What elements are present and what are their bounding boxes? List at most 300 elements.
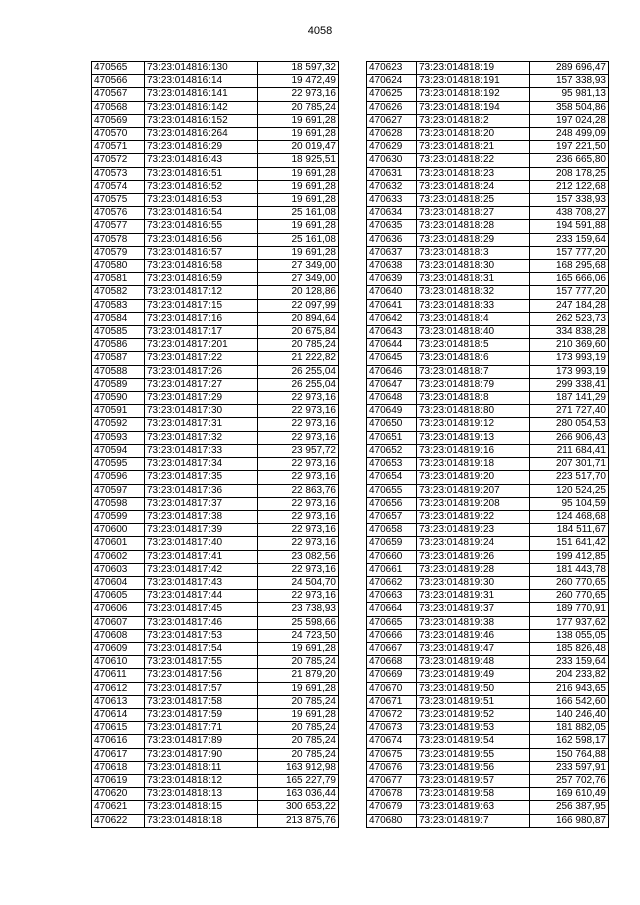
row-number-cell: 470665 [367, 616, 417, 629]
value-cell: 271 727,40 [530, 405, 609, 418]
value-cell: 23 738,93 [258, 603, 339, 616]
value-cell: 18 925,51 [258, 154, 339, 167]
table-row [92, 286, 339, 299]
table-row [92, 616, 339, 629]
cadastral-number-cell: 73:23:014817:54 [145, 642, 258, 655]
value-cell: 185 826,48 [530, 642, 609, 655]
value-cell: 260 770,65 [530, 576, 609, 589]
value-cell: 95 981,13 [530, 88, 609, 101]
table-row [92, 431, 339, 444]
row-number-cell: 470631 [367, 167, 417, 180]
cadastral-number-cell: 73:23:014817:31 [145, 418, 258, 431]
row-number-cell: 470676 [367, 761, 417, 774]
value-cell: 289 696,47 [530, 62, 609, 75]
row-number-cell: 470640 [367, 286, 417, 299]
row-number-cell: 470660 [367, 550, 417, 563]
cadastral-number-cell: 73:23:014817:59 [145, 708, 258, 721]
value-cell: 22 973,16 [258, 537, 339, 550]
value-cell: 165 227,79 [258, 774, 339, 787]
cadastral-number-cell: 73:23:014817:29 [145, 392, 258, 405]
row-number-cell: 470589 [92, 378, 145, 391]
cadastral-number-cell: 73:23:014818:6 [417, 352, 530, 365]
table-row [92, 233, 339, 246]
cadastral-number-cell: 73:23:014817:38 [145, 510, 258, 523]
table-row [367, 510, 609, 523]
row-number-cell: 470605 [92, 590, 145, 603]
row-number-cell: 470647 [367, 378, 417, 391]
cadastral-number-cell: 73:23:014819:22 [417, 510, 530, 523]
value-cell: 358 504,86 [530, 101, 609, 114]
row-number-cell: 470656 [367, 497, 417, 510]
value-cell: 187 141,29 [530, 392, 609, 405]
row-number-cell: 470641 [367, 299, 417, 312]
value-cell: 22 973,16 [258, 524, 339, 537]
value-cell: 163 912,98 [258, 761, 339, 774]
row-number-cell: 470594 [92, 444, 145, 457]
cadastral-number-cell: 73:23:014817:32 [145, 431, 258, 444]
row-number-cell: 470679 [367, 801, 417, 814]
table-row [367, 563, 609, 576]
table-row [92, 339, 339, 352]
cadastral-number-cell: 73:23:014816:14 [145, 75, 258, 88]
table-row [367, 405, 609, 418]
cadastral-number-cell: 73:23:014818:12 [145, 774, 258, 787]
cadastral-number-cell: 73:23:014817:16 [145, 312, 258, 325]
table-row [92, 444, 339, 457]
value-cell: 20 785,24 [258, 339, 339, 352]
value-cell: 21 222,82 [258, 352, 339, 365]
cadastral-number-cell: 73:23:014819:7 [417, 814, 530, 827]
value-cell: 181 443,78 [530, 563, 609, 576]
table-row [367, 669, 609, 682]
cadastral-number-cell: 73:23:014819:48 [417, 656, 530, 669]
row-number-cell: 470621 [92, 801, 145, 814]
value-cell: 124 468,68 [530, 510, 609, 523]
cadastral-number-cell: 73:23:014818:28 [417, 220, 530, 233]
row-number-cell: 470597 [92, 484, 145, 497]
value-cell: 27 349,00 [258, 260, 339, 273]
cadastral-number-cell: 73:23:014819:55 [417, 748, 530, 761]
row-number-cell: 470626 [367, 101, 417, 114]
row-number-cell: 470658 [367, 524, 417, 537]
cadastral-number-cell: 73:23:014817:90 [145, 748, 258, 761]
table-row [367, 418, 609, 431]
row-number-cell: 470573 [92, 167, 145, 180]
row-number-cell: 470671 [367, 695, 417, 708]
row-number-cell: 470627 [367, 114, 417, 127]
value-cell: 26 255,04 [258, 365, 339, 378]
cadastral-number-cell: 73:23:014817:22 [145, 352, 258, 365]
table-row [367, 233, 609, 246]
cadastral-number-cell: 73:23:014819:23 [417, 524, 530, 537]
cadastral-number-cell: 73:23:014818:5 [417, 339, 530, 352]
row-number-cell: 470585 [92, 326, 145, 339]
cadastral-number-cell: 73:23:014817:71 [145, 722, 258, 735]
cadastral-number-cell: 73:23:014819:56 [417, 761, 530, 774]
table-row [367, 141, 609, 154]
value-cell: 223 517,70 [530, 471, 609, 484]
table-row [92, 180, 339, 193]
value-cell: 22 973,16 [258, 392, 339, 405]
table-row [367, 471, 609, 484]
row-number-cell: 470635 [367, 220, 417, 233]
cadastral-number-cell: 73:23:014816:142 [145, 101, 258, 114]
row-number-cell: 470657 [367, 510, 417, 523]
cadastral-number-cell: 73:23:014817:89 [145, 735, 258, 748]
value-cell: 169 610,49 [530, 788, 609, 801]
cadastral-number-cell: 73:23:014818:3 [417, 246, 530, 259]
value-cell: 19 691,28 [258, 167, 339, 180]
table-row [92, 326, 339, 339]
row-number-cell: 470617 [92, 748, 145, 761]
cadastral-number-cell: 73:23:014816:54 [145, 207, 258, 220]
row-number-cell: 470645 [367, 352, 417, 365]
table-row [367, 88, 609, 101]
table-row [92, 405, 339, 418]
row-number-cell: 470632 [367, 180, 417, 193]
row-number-cell: 470654 [367, 471, 417, 484]
value-cell: 207 301,71 [530, 458, 609, 471]
table-row [92, 603, 339, 616]
cadastral-number-cell: 73:23:014819:208 [417, 497, 530, 510]
cadastral-number-cell: 73:23:014818:32 [417, 286, 530, 299]
value-cell: 22 973,16 [258, 418, 339, 431]
row-number-cell: 470636 [367, 233, 417, 246]
value-cell: 173 993,19 [530, 352, 609, 365]
row-number-cell: 470620 [92, 788, 145, 801]
cadastral-number-cell: 73:23:014819:49 [417, 669, 530, 682]
value-cell: 211 684,41 [530, 444, 609, 457]
value-cell: 22 973,16 [258, 471, 339, 484]
row-number-cell: 470643 [367, 326, 417, 339]
table-row [92, 642, 339, 655]
table-row [92, 576, 339, 589]
row-number-cell: 470583 [92, 299, 145, 312]
table-row [92, 814, 339, 827]
row-number-cell: 470591 [92, 405, 145, 418]
table-row [92, 167, 339, 180]
table-row [92, 550, 339, 563]
cadastral-number-cell: 73:23:014817:53 [145, 629, 258, 642]
table-row [92, 141, 339, 154]
cadastral-number-cell: 73:23:014819:38 [417, 616, 530, 629]
registry-table-right [366, 61, 609, 828]
cadastral-number-cell: 73:23:014819:16 [417, 444, 530, 457]
value-cell: 157 777,20 [530, 246, 609, 259]
value-cell: 22 973,16 [258, 590, 339, 603]
row-number-cell: 470638 [367, 260, 417, 273]
value-cell: 19 691,28 [258, 642, 339, 655]
cadastral-number-cell: 73:23:014818:11 [145, 761, 258, 774]
value-cell: 181 882,05 [530, 722, 609, 735]
table-row [92, 669, 339, 682]
row-number-cell: 470598 [92, 497, 145, 510]
table-row [92, 788, 339, 801]
table-row [92, 352, 339, 365]
cadastral-number-cell: 73:23:014817:41 [145, 550, 258, 563]
table-row [92, 62, 339, 75]
table-row [367, 154, 609, 167]
row-number-cell: 470599 [92, 510, 145, 523]
table-row [92, 682, 339, 695]
row-number-cell: 470578 [92, 233, 145, 246]
table-row [367, 312, 609, 325]
row-number-cell: 470629 [367, 141, 417, 154]
row-number-cell: 470680 [367, 814, 417, 827]
row-number-cell: 470592 [92, 418, 145, 431]
cadastral-number-cell: 73:23:014817:46 [145, 616, 258, 629]
table-row [92, 735, 339, 748]
value-cell: 19 691,28 [258, 180, 339, 193]
value-cell: 20 785,24 [258, 656, 339, 669]
table-row [92, 220, 339, 233]
table-row [367, 814, 609, 827]
table-row [92, 537, 339, 550]
table-row [92, 656, 339, 669]
value-cell: 19 691,28 [258, 220, 339, 233]
row-number-cell: 470644 [367, 339, 417, 352]
cadastral-number-cell: 73:23:014819:52 [417, 708, 530, 721]
table-row [92, 194, 339, 207]
table-row [367, 352, 609, 365]
table-row [367, 180, 609, 193]
cadastral-number-cell: 73:23:014817:35 [145, 471, 258, 484]
table-row [92, 392, 339, 405]
value-cell: 22 863,76 [258, 484, 339, 497]
cadastral-number-cell: 73:23:014816:55 [145, 220, 258, 233]
row-number-cell: 470625 [367, 88, 417, 101]
cadastral-number-cell: 73:23:014817:40 [145, 537, 258, 550]
row-number-cell: 470619 [92, 774, 145, 787]
row-number-cell: 470600 [92, 524, 145, 537]
value-cell: 19 691,28 [258, 246, 339, 259]
value-cell: 438 708,27 [530, 207, 609, 220]
cadastral-number-cell: 73:23:014818:15 [145, 801, 258, 814]
row-number-cell: 470613 [92, 695, 145, 708]
table-row [92, 695, 339, 708]
cadastral-number-cell: 73:23:014818:20 [417, 128, 530, 141]
row-number-cell: 470569 [92, 114, 145, 127]
cadastral-number-cell: 73:23:014819:63 [417, 801, 530, 814]
table-row [92, 629, 339, 642]
table-body-right [367, 62, 609, 828]
row-number-cell: 470581 [92, 273, 145, 286]
table-row [367, 62, 609, 75]
row-number-cell: 470571 [92, 141, 145, 154]
cadastral-number-cell: 73:23:014818:33 [417, 299, 530, 312]
table-body-left [92, 62, 339, 828]
value-cell: 162 598,17 [530, 735, 609, 748]
cadastral-number-cell: 73:23:014816:141 [145, 88, 258, 101]
cadastral-number-cell: 73:23:014817:36 [145, 484, 258, 497]
value-cell: 20 785,24 [258, 748, 339, 761]
table-row [367, 708, 609, 721]
table-row [367, 458, 609, 471]
value-cell: 24 723,50 [258, 629, 339, 642]
value-cell: 204 233,82 [530, 669, 609, 682]
table-row [367, 656, 609, 669]
table-row [92, 471, 339, 484]
table-row [367, 774, 609, 787]
cadastral-number-cell: 73:23:014819:47 [417, 642, 530, 655]
cadastral-number-cell: 73:23:014816:56 [145, 233, 258, 246]
value-cell: 20 675,84 [258, 326, 339, 339]
cadastral-number-cell: 73:23:014819:26 [417, 550, 530, 563]
row-number-cell: 470574 [92, 180, 145, 193]
value-cell: 216 943,65 [530, 682, 609, 695]
row-number-cell: 470630 [367, 154, 417, 167]
row-number-cell: 470568 [92, 101, 145, 114]
value-cell: 140 246,40 [530, 708, 609, 721]
cadastral-number-cell: 73:23:014816:57 [145, 246, 258, 259]
table-row [92, 207, 339, 220]
table-row [367, 761, 609, 774]
row-number-cell: 470675 [367, 748, 417, 761]
row-number-cell: 470565 [92, 62, 145, 75]
cadastral-number-cell: 73:23:014818:194 [417, 101, 530, 114]
value-cell: 24 504,70 [258, 576, 339, 589]
cadastral-number-cell: 73:23:014818:2 [417, 114, 530, 127]
cadastral-number-cell: 73:23:014818:13 [145, 788, 258, 801]
cadastral-number-cell: 73:23:014818:40 [417, 326, 530, 339]
value-cell: 157 338,93 [530, 194, 609, 207]
value-cell: 27 349,00 [258, 273, 339, 286]
cadastral-number-cell: 73:23:014818:29 [417, 233, 530, 246]
table-row [367, 220, 609, 233]
cadastral-number-cell: 73:23:014819:13 [417, 431, 530, 444]
value-cell: 197 221,50 [530, 141, 609, 154]
table-row [92, 801, 339, 814]
table-row [367, 497, 609, 510]
value-cell: 256 387,95 [530, 801, 609, 814]
row-number-cell: 470670 [367, 682, 417, 695]
row-number-cell: 470567 [92, 88, 145, 101]
row-number-cell: 470666 [367, 629, 417, 642]
row-number-cell: 470664 [367, 603, 417, 616]
row-number-cell: 470566 [92, 75, 145, 88]
value-cell: 210 369,60 [530, 339, 609, 352]
cadastral-number-cell: 73:23:014819:28 [417, 563, 530, 576]
cadastral-number-cell: 73:23:014818:31 [417, 273, 530, 286]
row-number-cell: 470601 [92, 537, 145, 550]
row-number-cell: 470637 [367, 246, 417, 259]
value-cell: 168 295,68 [530, 260, 609, 273]
value-cell: 20 785,24 [258, 735, 339, 748]
table-row [367, 524, 609, 537]
table-row [92, 154, 339, 167]
value-cell: 208 178,25 [530, 167, 609, 180]
cadastral-number-cell: 73:23:014816:59 [145, 273, 258, 286]
table-row [367, 576, 609, 589]
table-row [367, 326, 609, 339]
table-row [92, 114, 339, 127]
cadastral-number-cell: 73:23:014818:192 [417, 88, 530, 101]
cadastral-number-cell: 73:23:014816:51 [145, 167, 258, 180]
table-row [367, 246, 609, 259]
value-cell: 25 161,08 [258, 233, 339, 246]
table-row [367, 273, 609, 286]
row-number-cell: 470649 [367, 405, 417, 418]
cadastral-number-cell: 73:23:014817:34 [145, 458, 258, 471]
table-row [367, 75, 609, 88]
row-number-cell: 470611 [92, 669, 145, 682]
table-row [367, 114, 609, 127]
value-cell: 233 597,91 [530, 761, 609, 774]
table-row [367, 431, 609, 444]
row-number-cell: 470677 [367, 774, 417, 787]
table-row [92, 497, 339, 510]
cadastral-number-cell: 73:23:014819:18 [417, 458, 530, 471]
cadastral-number-cell: 73:23:014817:12 [145, 286, 258, 299]
value-cell: 199 412,85 [530, 550, 609, 563]
row-number-cell: 470678 [367, 788, 417, 801]
table-row [92, 128, 339, 141]
value-cell: 23 082,56 [258, 550, 339, 563]
value-cell: 20 019,47 [258, 141, 339, 154]
row-number-cell: 470595 [92, 458, 145, 471]
cadastral-number-cell: 73:23:014818:8 [417, 392, 530, 405]
table-row [367, 207, 609, 220]
table-row [367, 748, 609, 761]
cadastral-number-cell: 73:23:014817:26 [145, 365, 258, 378]
value-cell: 22 973,16 [258, 510, 339, 523]
value-cell: 280 054,53 [530, 418, 609, 431]
table-row [92, 299, 339, 312]
value-cell: 22 973,16 [258, 431, 339, 444]
table-row [92, 378, 339, 391]
value-cell: 25 598,66 [258, 616, 339, 629]
value-cell: 165 666,06 [530, 273, 609, 286]
value-cell: 257 702,76 [530, 774, 609, 787]
row-number-cell: 470576 [92, 207, 145, 220]
value-cell: 300 653,22 [258, 801, 339, 814]
table-row [367, 616, 609, 629]
cadastral-number-cell: 73:23:014817:30 [145, 405, 258, 418]
value-cell: 25 161,08 [258, 207, 339, 220]
cadastral-number-cell: 73:23:014816:264 [145, 128, 258, 141]
value-cell: 138 055,05 [530, 629, 609, 642]
row-number-cell: 470588 [92, 365, 145, 378]
cadastral-number-cell: 73:23:014818:30 [417, 260, 530, 273]
row-number-cell: 470672 [367, 708, 417, 721]
table-row [367, 194, 609, 207]
row-number-cell: 470650 [367, 418, 417, 431]
row-number-cell: 470612 [92, 682, 145, 695]
value-cell: 18 597,32 [258, 62, 339, 75]
cadastral-number-cell: 73:23:014817:45 [145, 603, 258, 616]
value-cell: 213 875,76 [258, 814, 339, 827]
value-cell: 22 097,99 [258, 299, 339, 312]
value-cell: 157 338,93 [530, 75, 609, 88]
table-row [367, 735, 609, 748]
cadastral-number-cell: 73:23:014817:33 [145, 444, 258, 457]
cadastral-number-cell: 73:23:014816:58 [145, 260, 258, 273]
cadastral-number-cell: 73:23:014819:31 [417, 590, 530, 603]
row-number-cell: 470669 [367, 669, 417, 682]
table-row [367, 260, 609, 273]
row-number-cell: 470623 [367, 62, 417, 75]
table-row [367, 339, 609, 352]
row-number-cell: 470628 [367, 128, 417, 141]
cadastral-number-cell: 73:23:014818:22 [417, 154, 530, 167]
cadastral-number-cell: 73:23:014817:39 [145, 524, 258, 537]
cadastral-number-cell: 73:23:014817:201 [145, 339, 258, 352]
row-number-cell: 470575 [92, 194, 145, 207]
value-cell: 151 641,42 [530, 537, 609, 550]
row-number-cell: 470668 [367, 656, 417, 669]
cadastral-number-cell: 73:23:014818:18 [145, 814, 258, 827]
table-row [367, 128, 609, 141]
